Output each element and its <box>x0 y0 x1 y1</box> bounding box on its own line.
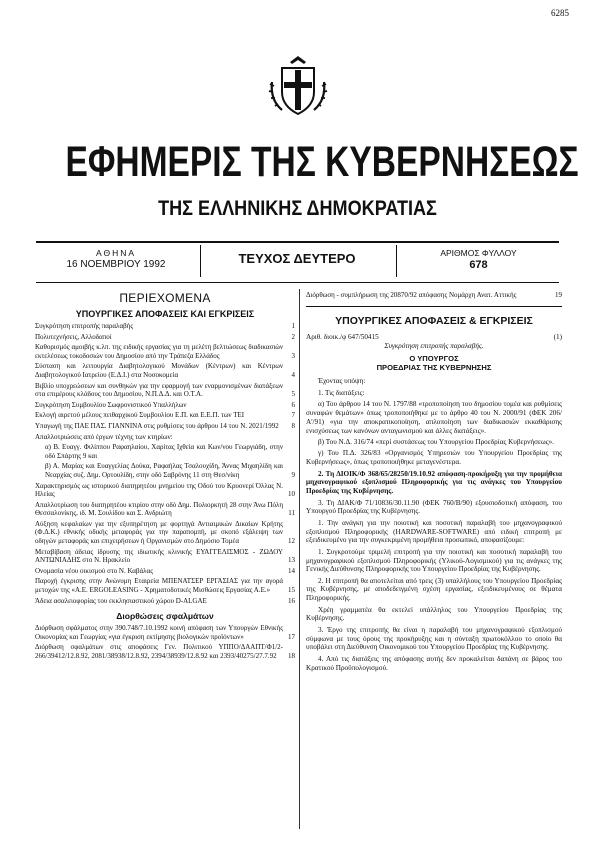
toc-item <box>35 624 295 641</box>
toc-item-text: Πολυτεχνήσεις, Αλλοδαποί <box>35 332 112 341</box>
decision-paragraph: 1. Συγκροτούμε τριμελή επιτροπή για την ποιοτική και ποσοτική παραλαβή του μηχανογραφικού εξοπλισμού Πληροφορικής (Υλικού-Λογισμικού) για τις ανάγκες της Γενικής Διεύθυνσης Πληροφορικής του Υπουργείου Προεδρίας της Κυβέρνησης. <box>306 547 562 574</box>
correction-entry <box>306 291 562 300</box>
toc-item-page: 12 <box>288 537 295 546</box>
decision-paragraph: 3. Έργο της επιτροπής θα είναι η παραλαβή του μηχανογραφικού εξοπλισμού σύμφωνα με τους όρους της προκήρυξης και η σύνταξη πρωτοκόλλου το οποίο θα υποβάλει στη Διεύθυνση Οικονομικού του Υπουργείου Προεδρίας της Κυβέρνησης. <box>306 625 562 652</box>
issue-city: ΑΘΗΝΑ <box>95 248 137 258</box>
toc-item <box>35 548 295 565</box>
toc-item-page: 9 <box>291 470 295 479</box>
decision-paragraph: γ) Του Π.Δ. 326/83 «Οργανισμός Υπηρεσιών του Υπουργείου Προεδρίας της Κυβερνήσεως», όπως τροποποιήθηκε μεταγενέστερα. <box>306 449 562 467</box>
toc-item <box>35 401 295 410</box>
toc-item-text: Καθορισμός αμοιβής κ.λπ. της ειδικής εργασίας για τη μελέτη βελτιώσεως διαδικασιών εκτελέσεως τοκοδοσιών του Δημοσίου από την Τράπεζα Ελλάδος <box>35 343 283 360</box>
toc-item-text: Χαρακτηρισμός ως ιστορικού διατηρητέου μνημείου της Οδού του Κρυονερί Όλλας Ν. Ηλείας <box>35 481 283 499</box>
decision-reference: Αριθ. διοικ./φ 647/50415 <box>306 332 379 341</box>
toc-title: ΠΕΡΙΕΧΟΜΕΝΑ <box>119 291 211 305</box>
decision-header <box>306 333 562 342</box>
toc-section-corrections: Διορθώσεις σφαλμάτων <box>116 611 214 622</box>
toc-item <box>35 482 295 499</box>
toc-item-page: 14 <box>288 566 295 575</box>
sheet-label: ΑΡΙΘΜΟΣ ΦΥΛΛΟΥ <box>440 248 517 258</box>
issue-series: ΤΕΥΧΟΣ ΔΕΥΤΕΡΟ <box>238 251 356 266</box>
toc-item-page: 13 <box>288 556 295 565</box>
toc-item-text: Παροχή έγκρισης στην Ανώνυμη Εταιρεία ΜΠΕΝΑΤΣΕΡ ΕΡΓΑΣΙΑΣ για την αγορά μετοχών της «Α.Ε. ERGOLEASING - Χρηματοδοτικές Μισθώσεις Εργασίας Α.Ε.» <box>35 577 283 595</box>
toc-item <box>35 362 295 379</box>
decision-paragraph: 1. Τις διατάξεις: <box>318 388 365 397</box>
correction-page: 19 <box>555 291 562 299</box>
masthead-title: ΕΦΗΜΕΡΙΣ ΤΗΣ ΚΥΒΕΡΝΗΣΕΩΣ <box>65 138 579 186</box>
toc-item <box>35 422 295 431</box>
decision-paragraph: 3. Τη ΔΙΑΚ/Φ 71/10836/30.11.90 (ΦΕΚ 760/Β/90) εξουσιοδοτική απόφαση, του Υπουργού Προεδρίας της Κυβέρνησης. <box>306 498 562 516</box>
decisions-column <box>306 291 562 675</box>
decisions-heading: ΥΠΟΥΡΓΙΚΕΣ ΑΠΟΦΑΣΕΙΣ & ΕΓΚΡΙΣΕΙΣ <box>335 314 533 327</box>
toc-subgroup-heading: Απαλλοτριώσεις από έργων τέχνης των κτηρίων: <box>35 432 173 441</box>
correction-text: Διόρθωση - συμπλήρωση της 20870/92 απόφασης Νομάρχη Ανατ. Αττικής <box>306 291 517 299</box>
toc-item <box>35 443 295 460</box>
toc-item <box>35 577 295 594</box>
toc-item-page: 1 <box>291 322 295 330</box>
toc-item <box>35 597 295 606</box>
toc-item-page: 7 <box>291 411 295 420</box>
toc-item-page: 16 <box>288 596 295 605</box>
toc-item-page: 2 <box>291 332 295 341</box>
toc-item-page: 8 <box>291 421 295 430</box>
toc-item-page: 4 <box>291 370 295 379</box>
decision-paragraph: 2. Η επιτροπή θα αποτελείται από τρεις (3) υπαλλήλους του Υπουργείου Προεδρίας της Κυβέρνησης, με αποδεδειγμένη σχέση εργασίας, εξειδικευμένους σε θέματα Πληροφορικής. <box>306 576 562 603</box>
sheet-number: 678 <box>469 259 488 271</box>
toc-item-page: 3 <box>291 351 295 360</box>
toc-item-text: Απαλλοτρίωση του διατηρητέου κτιρίου στην οδό Δημ. Πολιορκητή 28 στην Άνω Πόλη Θεσσαλονίκης, ιδ. Μ. Σουλίδου και Σ. Ανδριώτη <box>35 500 283 518</box>
toc-item <box>35 333 295 342</box>
toc-item-text: Συγκρότηση Συμβουλίου Σωφρονιστικού Υπαλλήλων <box>35 400 187 409</box>
toc-item-text: Άδεια ασαλειοφορίας του εκκλησιαστικού χώρου D-ALGAE <box>35 596 207 605</box>
decision-paragraph: 4. Από τις διατάξεις της απόφασης αυτής δεν προκαλείται δαπάνη σε βάρος του Κρατικού Προϋπολογισμού. <box>306 654 562 672</box>
section-rule <box>306 306 562 307</box>
decision-paragraph: Χρέη γραμματέα θα εκτελεί υπάλληλος του Υπουργείου Προεδρίας της Κυβέρνησης. <box>306 605 562 623</box>
greek-coat-of-arms-icon <box>268 52 328 118</box>
toc-item-text: Αύξηση κεφαλαίων για την εξυπηρέτηση με φορτηγά Αντιαιμικών Δικαίων Κρήτης (Φ.Δ.Κ.) εθνικής οδικής μεταφοράς για την παραπομπή, με σκοπό εξάλειψη των οδηγών μεταφοράς και επιχειρήσεων ή Οργανισμών στο Δημόσιο Τομέα <box>35 519 283 546</box>
toc-item-text: α) Β. Ευαγγ. Φιλίππου Ραφαηλαίου, Χαρίτας Ιχθεία και Κων/νου Γεωργιάδη, στην οδό Σπάρτης 9 και <box>45 443 283 460</box>
toc-item-page: 11 <box>288 509 295 518</box>
toc-item-text: Σύσταση και λειτουργία Διαβητολογικού Μονάδων (Κέντρων) και Κέντρων Διαβητολογικού Ιατρείου (Ε.Δ.Ι.) στα Νοσοκομεία <box>35 362 283 379</box>
decision-paragraph: β) Του Ν.Δ. 316/74 «περί συστάσεως του Υπουργείου Προεδρίας Κυβερνήσεως». <box>318 437 554 446</box>
toc-item-page: 5 <box>291 390 295 399</box>
toc-item-page: 18 <box>288 652 295 660</box>
toc-item-text: Υπαγωγή της ΠΑΕ ΠΑΣ. ΓΙΑΝΝΙΝΑ στις ρυθμίσεις του άρθρου 14 του Ν. 2021/1992 <box>35 421 279 430</box>
toc-item <box>35 343 295 360</box>
toc-section-decisions: ΥΠΟΥΡΓΙΚΕΣ ΑΠΟΦΑΣΕΙΣ ΚΑΙ ΕΓΚΡΙΣΕΙΣ <box>75 309 255 319</box>
toc-item <box>35 462 295 479</box>
toc-item-text: β) Α. Μαρίας και Ευαγγελίας Δούκα, Ραφαήλας Τσαλουχίδη, Άννας Μιχαηλίδη και Νεαρχίας συζ. Δημ. Ορτουλίδη, στην οδό Σαβρόνης 11 στη Θεσ/νίκη <box>45 462 283 479</box>
toc-item <box>35 382 295 399</box>
toc-item-text: Μεταβίβαση άδειας ίδρυσης της ιδιωτικής κλινικής ΕΥΑΓΓΕΛΙΣΜΟΣ - ΖΩΔΟΥ ΑΝΤΩΝΙΑΔΗΣ στο Ν. Ηρακλείο <box>35 547 283 565</box>
decision-paragraph: 1. Την ανάγκη για την ποιοτική και ποσοτική παραλαβή του μηχανογραφικού εξοπλισμού Πληροφορικής (HARDWARE-SOFTWARE) από ειδική επιτροπή με εξειδικευμένο για την συγκεκριμένη προμήθεια προσωπικό, αποφασίζουμε: <box>306 518 562 545</box>
toc-item-page: 15 <box>288 586 295 595</box>
issue-date: 16 ΝΟΕΜΒΡΙΟΥ 1992 <box>66 259 166 270</box>
toc-item-text: Βιβλίο υποχρεώσεων και συνθηκών για την εφαρμογή των εναρμονισμένων διατάξεων στα επιμέρους κλάδους του Δημοσίου, Ν.Π.Δ.Δ. και Ο.Τ.Α. <box>35 381 283 399</box>
toc-item-text: Διόρθωση σφαλμάτων στις αποφάσεις Γεν. Πολιτικού ΥΠΠΟ/ΔΑΑΠΤ/Φ1/2-266/39412/12.8.92, 2081/38938/12.8.92, 2394/38939/12.8.92 και 2393/40275/27.7.92 <box>35 643 283 660</box>
issuing-ministry: ΠΡΟΕΔΡΙΑΣ ΤΗΣ ΚΥΒΕΡΝΗΣΗΣ <box>376 363 492 372</box>
toc-item <box>35 411 295 420</box>
toc-item-text: Διόρθωση σφάλματος στην 390.748/7.10.1992 κοινή απόφαση των Υπουργών Εθνικής Οικονομίας και Γεωργίας «για έγκριση εκτίμησης βιολογικών προϊόντων» <box>35 624 283 641</box>
toc-item <box>35 520 295 546</box>
toc-item <box>35 322 295 331</box>
toc-item <box>35 643 295 660</box>
toc-item-page: 10 <box>288 490 295 499</box>
toc-item <box>35 501 295 518</box>
toc-item-text: Συγκρότηση επιτροπής παραλαβής <box>35 322 134 330</box>
toc-item-text: Ονομασία νέου οικισμού στο Ν. Καβάλας <box>35 566 153 575</box>
toc-item <box>35 567 295 576</box>
decision-paragraph: 2. Τη ΔΙΟΙΚ/Φ 368/65/28250/19.10.92 απόφαση-προκήρυξη για την προμήθεια μηχανογραφικού εξοπλισμού Πληροφορικής για τις ανάγκες του Υπουργείου Προεδρίας της Κυβέρνησης. <box>306 469 562 496</box>
decision-paragraph: Έχοντας υπόψη: <box>318 377 366 386</box>
masthead-subtitle: ΤΗΣ ΕΛΛΗΝΙΚΗΣ ΔΗΜΟΚΡΑΤΙΑΣ <box>158 197 437 220</box>
toc-item-page: 17 <box>288 632 295 641</box>
toc-item-text: Εκλογή αιρετού μέλους πειθαρχικού Συμβουλίου Ε.Π. και Ε.Ε.Π. των ΤΕΙ <box>35 411 245 420</box>
decision-subject: Συγκρότηση επιτροπής παραλαβής. <box>384 341 484 350</box>
table-of-contents <box>35 291 295 663</box>
column-divider <box>299 289 300 829</box>
issuing-authority: Ο ΥΠΟΥΡΓΟΣ <box>409 353 459 363</box>
page-number: 6285 <box>551 8 569 18</box>
issue-band <box>36 241 559 283</box>
decision-number: (1) <box>553 332 562 341</box>
toc-item-page: 6 <box>291 400 295 409</box>
decision-paragraph: α) Του άρθρου 14 του Ν. 1797/88 «τροποποίηση του δημοσίου τομέα και ρυθμίσεις συναφών θεμάτων» όπως τροποποιήθηκε με το άρθρο 40 του Ν. 2000/91 (ΦΕΚ 206/Α'/91) «για την αποκρατικοποίηση, απλοποίηση των διαδικασιών εκκαθάρισης ενισχύσεως των κανόνων ανταγωνισμού και άλλες διατάξεις». <box>306 400 562 435</box>
